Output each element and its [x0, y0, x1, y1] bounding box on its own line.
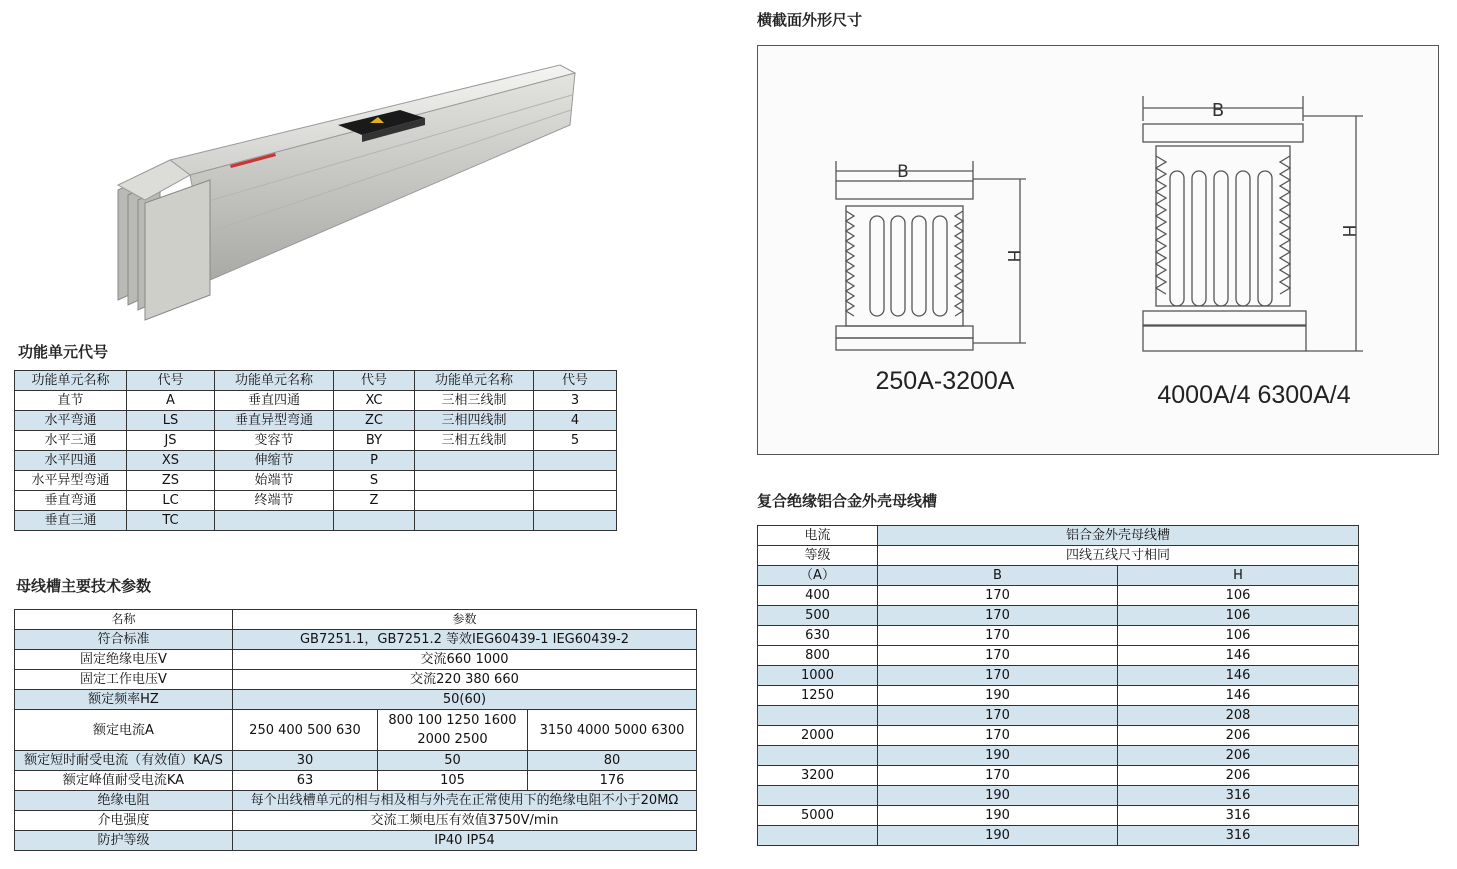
cell: 交流660 1000	[233, 650, 697, 670]
cell: 固定绝缘电压V	[15, 650, 233, 670]
cell: 316	[1118, 826, 1359, 846]
cell: 170	[878, 666, 1118, 686]
table-row	[758, 826, 1359, 846]
table-header-row	[15, 371, 617, 391]
dimension-b-label: B	[897, 162, 909, 182]
cell: 三相四线制	[415, 411, 534, 431]
cell: 106	[1118, 626, 1359, 646]
cell: 1250	[758, 686, 878, 706]
table-row	[15, 771, 697, 791]
cell: 190	[878, 786, 1118, 806]
table-row	[15, 511, 617, 531]
cell: 3150 4000 5000 6300	[528, 710, 697, 751]
cell: 63	[233, 771, 378, 791]
cell: 绝缘电阻	[15, 791, 233, 811]
cell: 水平弯通	[15, 411, 127, 431]
cell: 500	[758, 606, 878, 626]
header-cell: 代号	[334, 371, 415, 391]
table-row	[758, 766, 1359, 786]
table-row	[15, 630, 697, 650]
cell: GB7251.1，GB7251.2 等效IEG60439-1 IEG60439-2	[233, 630, 697, 650]
cell: 水平四通	[15, 451, 127, 471]
cell: 146	[1118, 646, 1359, 666]
cell: 2000	[758, 726, 878, 746]
cell: XC	[334, 391, 415, 411]
cell	[758, 826, 878, 846]
cell: 额定峰值耐受电流KA	[15, 771, 233, 791]
table-row	[15, 451, 617, 471]
cell	[534, 451, 617, 471]
cell-line: 800 100 1250 1600	[388, 713, 517, 728]
cell: 50(60)	[233, 690, 697, 710]
cell-line: 2000 2500	[417, 732, 488, 747]
table-row	[758, 606, 1359, 626]
table-row	[15, 690, 697, 710]
cell: LS	[127, 411, 215, 431]
cell	[378, 710, 528, 751]
table-row	[15, 411, 617, 431]
header-cell: 电流	[758, 526, 878, 546]
cell: XS	[127, 451, 215, 471]
cell: 水平异型弯通	[15, 471, 127, 491]
table-row	[15, 431, 617, 451]
table-row	[758, 626, 1359, 646]
cell: 垂直四通	[215, 391, 334, 411]
cell: 介电强度	[15, 811, 233, 831]
cell: 170	[878, 766, 1118, 786]
cell: 交流220 380 660	[233, 670, 697, 690]
cell: 3200	[758, 766, 878, 786]
header-cell: H	[1118, 566, 1359, 586]
cell: 终端节	[215, 491, 334, 511]
cell: 3	[534, 391, 617, 411]
cell: 170	[878, 606, 1118, 626]
cell: 三相三线制	[415, 391, 534, 411]
cell: Z	[334, 491, 415, 511]
cell: 三相五线制	[415, 431, 534, 451]
cross-section-heading: 横截面外形尺寸	[757, 11, 863, 29]
cell: 400	[758, 586, 878, 606]
cell: 106	[1118, 606, 1359, 626]
cell	[334, 511, 415, 531]
cell: 额定电流A	[15, 710, 233, 751]
table-header-row	[15, 610, 697, 630]
table-row	[15, 670, 697, 690]
func-codes-heading: 功能单元代号	[18, 343, 109, 361]
table-row	[15, 791, 697, 811]
table-row	[758, 646, 1359, 666]
cell: 106	[1118, 586, 1359, 606]
cell: 防护等级	[15, 831, 233, 851]
table-row	[758, 746, 1359, 766]
cell	[215, 511, 334, 531]
cell: 30	[233, 751, 378, 771]
cell: A	[127, 391, 215, 411]
cell: LC	[127, 491, 215, 511]
header-cell: B	[878, 566, 1118, 586]
cell	[758, 786, 878, 806]
cell: 630	[758, 626, 878, 646]
table-row	[758, 806, 1359, 826]
header-cell: 功能单元名称	[15, 371, 127, 391]
cell: 直节	[15, 391, 127, 411]
cell: JS	[127, 431, 215, 451]
table-row	[15, 751, 697, 771]
cell: 垂直异型弯通	[215, 411, 334, 431]
table-header-row	[758, 546, 1359, 566]
cell: 316	[1118, 806, 1359, 826]
cell: BY	[334, 431, 415, 451]
cell: 105	[378, 771, 528, 791]
left-caption: 250A-3200A	[875, 367, 1015, 395]
func-code-table	[14, 370, 617, 531]
table-row	[15, 391, 617, 411]
cell: 垂直弯通	[15, 491, 127, 511]
table-row	[15, 491, 617, 511]
table-row	[15, 471, 617, 491]
cell: 变容节	[215, 431, 334, 451]
cell: 每个出线槽单元的相与相及相与外壳在正常使用下的绝缘电阻不小于20MΩ	[233, 791, 697, 811]
cell: 208	[1118, 706, 1359, 726]
cell: S	[334, 471, 415, 491]
table-row	[758, 586, 1359, 606]
cell: 符合标准	[15, 630, 233, 650]
cell: 176	[528, 771, 697, 791]
dimension-h-label: H	[1338, 224, 1358, 238]
cell: 206	[1118, 766, 1359, 786]
tech-param-table	[14, 609, 697, 851]
cell: 190	[878, 746, 1118, 766]
header-cell: 功能单元名称	[215, 371, 334, 391]
cell: ZC	[334, 411, 415, 431]
cell: 垂直三通	[15, 511, 127, 531]
busway-dimension-table	[757, 525, 1359, 846]
table-header-row	[758, 566, 1359, 586]
cell: 4	[534, 411, 617, 431]
cell	[415, 511, 534, 531]
cross-section-diagram	[757, 45, 1439, 455]
header-cell: 参数	[233, 610, 697, 630]
cell: 水平三通	[15, 431, 127, 451]
cell: 316	[1118, 786, 1359, 806]
header-cell: 代号	[127, 371, 215, 391]
cell: 伸缩节	[215, 451, 334, 471]
cell: 额定频率HZ	[15, 690, 233, 710]
cell: 800	[758, 646, 878, 666]
cell: 固定工作电压V	[15, 670, 233, 690]
dimension-b-label: B	[1211, 100, 1225, 121]
cell: 170	[878, 706, 1118, 726]
cell: 始端节	[215, 471, 334, 491]
cell	[415, 491, 534, 511]
dimension-h-label: H	[1003, 249, 1023, 263]
header-cell: 四线五线尺寸相同	[878, 546, 1359, 566]
header-cell: 代号	[534, 371, 617, 391]
table-row	[758, 786, 1359, 806]
cell: IP40 IP54	[233, 831, 697, 851]
cell	[534, 471, 617, 491]
header-cell: 功能单元名称	[415, 371, 534, 391]
cell: 206	[1118, 746, 1359, 766]
table-row	[15, 831, 697, 851]
cell	[758, 746, 878, 766]
cell: 146	[1118, 686, 1359, 706]
table-row	[758, 706, 1359, 726]
cell: 170	[878, 626, 1118, 646]
cell: 170	[878, 726, 1118, 746]
right-caption: 4000A/4 6300A/4	[1157, 381, 1351, 409]
cell: 170	[878, 586, 1118, 606]
cross-section-drawing	[758, 46, 1438, 454]
cell	[415, 451, 534, 471]
cell: 190	[878, 826, 1118, 846]
header-cell: （A）	[758, 566, 878, 586]
cell: 190	[878, 686, 1118, 706]
table-row	[15, 710, 697, 751]
cell: 80	[528, 751, 697, 771]
table-row	[758, 726, 1359, 746]
table-header-row	[758, 526, 1359, 546]
cell: 交流工频电压有效值3750V/min	[233, 811, 697, 831]
cell: 190	[878, 806, 1118, 826]
cell	[534, 491, 617, 511]
cell: 170	[878, 646, 1118, 666]
cell: 额定短时耐受电流（有效值）KA/S	[15, 751, 233, 771]
table-row	[15, 650, 697, 670]
cell	[534, 511, 617, 531]
cell: 1000	[758, 666, 878, 686]
header-cell: 等级	[758, 546, 878, 566]
cell: 5	[534, 431, 617, 451]
cell: 250 400 500 630	[233, 710, 378, 751]
tech-params-heading: 母线槽主要技术参数	[16, 577, 152, 595]
cell: ZS	[127, 471, 215, 491]
cell: TC	[127, 511, 215, 531]
cell: P	[334, 451, 415, 471]
table-row	[758, 686, 1359, 706]
cell: 50	[378, 751, 528, 771]
header-cell: 铝合金外壳母线槽	[878, 526, 1359, 546]
busway-product-image	[100, 55, 580, 325]
cell	[758, 706, 878, 726]
table-row	[15, 811, 697, 831]
table-row	[758, 666, 1359, 686]
header-cell: 名称	[15, 610, 233, 630]
cell: 146	[1118, 666, 1359, 686]
busway-table-heading: 复合绝缘铝合金外壳母线槽	[757, 492, 938, 510]
cell: 5000	[758, 806, 878, 826]
cell: 206	[1118, 726, 1359, 746]
cell	[415, 471, 534, 491]
